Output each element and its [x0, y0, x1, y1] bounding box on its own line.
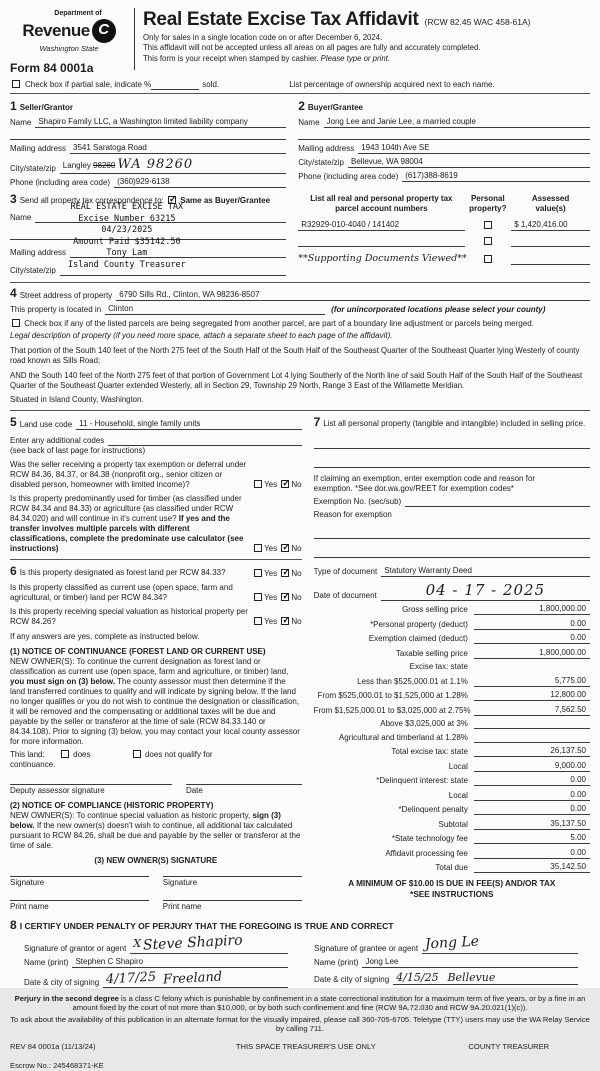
date-of-document-handwritten: 04 - 17 - 2025: [425, 581, 546, 600]
historic-no-checkbox[interactable]: [281, 617, 289, 625]
grantee-date-field[interactable]: [393, 971, 578, 986]
grantee-city-handwritten: Bellevue: [447, 970, 496, 984]
treasurer-stamp: [68, 202, 186, 271]
notice-continuance-title: (1) NOTICE OF CONTINUANCE (FOREST LAND OR CURRENT USE): [10, 647, 266, 657]
exemption-no-field[interactable]: [405, 498, 590, 507]
section-1-seller: [10, 94, 294, 188]
seller-name-field-2[interactable]: [10, 131, 286, 140]
tax-row-label: Local: [448, 761, 468, 771]
grantor-city-handwritten: Freeland: [162, 969, 223, 988]
land-use-code-label: Land use code: [19, 420, 73, 430]
section-5-number: 5: [10, 415, 17, 430]
section-3-intro: Send all property tax correspondence to:: [19, 196, 164, 206]
legal-description-paragraph: AND the South 140 feet of the North 275 feet of that portion of Government Lot 4 lying Southerly of the North line of said South Half of the South Half of the Southeast Quarter of the Southeast Quarter extended Westerly, all in Section 29, Township 29 North, Range 3 East of the Willamette Meridian.: [10, 370, 583, 390]
assessed-value-field-3[interactable]: [511, 256, 590, 265]
exemption-code-note: If claiming an exemption, enter exemption code and reason for exemption. *See dor.wa.gov/REET for exemption codes*: [313, 474, 536, 494]
grantor-signature-handwritten: Steve Shapiro: [142, 932, 244, 954]
treasurer-stamp-line: Tony Lam: [106, 248, 148, 259]
section-5-land-use: 5 Land use code 11 - Household, single family units Enter any additional codes (see back of last page for instructions) Was the seller receiving a property tax exemption or deferral under RCW 84.36, 84.37, or 84.38 (nonprofit org., senior citizen or disabled person, homeowner with limited income)? Yes ✓ No Is this property predominantly used for timber (as classified under RCW 84.34 and 84.33) or agriculture (as classified under RCW 84.34.020) and will continue in it's current use? If yes and the transfer involves multiple parcels with different classifications, complete the predominate use calculator (see instructions) Yes ✓ No: [10, 415, 302, 554]
tax-row-value[interactable]: 0.00: [474, 633, 590, 644]
grantee-name-label: Name (print): [314, 957, 359, 967]
reason-exemption-field-1[interactable]: [314, 530, 590, 539]
new-owner-signature-line-2[interactable]: Signature: [163, 876, 302, 888]
dor-logo-revenue-text: Revenue: [22, 21, 90, 41]
section-6-designations: 6 Is this property designated as forest land per RCW 84.33? Yes ✓ No Is this property classified as current use (open space, farm and agricultural, or timber) land per RCW 84.34? Yes ✓ No Is this property receiving special valuation as historical property per RCW 84.26? Yes ✓ No If any answers are yes, complete as instructed below. (1) NOTICE OF CONTINUANCE (FOREST LAND OR CURRENT USE) NEW OWNER(S): To continue the current designation as forest land or classification as current use (open space, farm and agriculture, or timber) land, you must sign on (3) below. The county assessor must then determine if the land transferred continues to qualify and will indicate by signing below. If the land no longer qualifies or you do not wish to continue the designation or classification, it will be removed and the compensating or additional taxes will be due and payable by the seller or transferor at the time of sale (RCW 84.33.140 or 84.34.108). Prior to signing (3) below, you may contact your local county assessor for more information. This land: does does not qualify for continuance. Deputy assessor signature Date (2) NOTICE OF COMPLIANCE (HISTORIC PROPERTY) NEW OWNER(S): To continue special valuation as historic property, sign (3) below. If the new owner(s) doesn't wish to continue, all additional tax calculated pursuant to RCW 84.26, shall be due and payable by the seller or transferor at the time of sale. (3) NEW OWNER(S) SIGNATURE Signature Signature Print name Print name: [10, 559, 302, 912]
form-title: Real Estate Excise Tax Affidavit: [143, 9, 419, 30]
grantor-date-handwritten: 4/17/25: [105, 969, 157, 987]
buyer-phone-label: Phone (including area code): [298, 172, 399, 182]
section-2-title: Buyer/Grantee: [307, 103, 364, 113]
grantee-date-handwritten: 4/15/25: [396, 970, 439, 984]
land-qualify-row: This land: does does not qualify for continuance.: [10, 750, 213, 770]
personal-property-checkbox-2[interactable]: [484, 237, 492, 245]
seller-mailing-field[interactable]: 3541 Saratoga Road: [70, 143, 286, 154]
type-of-document-field[interactable]: Statutory Warranty Deed: [381, 566, 590, 577]
tax-row-value[interactable]: 1,800,000.00: [474, 648, 590, 659]
tax-row: [314, 819, 590, 830]
tax-row: [314, 862, 590, 873]
tax-row-value[interactable]: [474, 720, 590, 729]
seller-city-field[interactable]: Langley 98260 WA 98260: [60, 157, 286, 174]
exemption-no-checkbox[interactable]: [281, 480, 289, 488]
section-4-number: 4: [10, 286, 17, 301]
perjury-note: Perjury in the second degree is a class C felony which is punishable by confinement in a state correctional institution for a maximum term of five years, or by a fine in an amount fixed by the court of not more than $10,000, or by both such confinement and fine (RCW 9A.72.030 and RCW 9A.20.021(1)(c)). To ask about the availability of this publication in an alternate format for the visually impaired, please call 360-705-6705. Teletype (TTY) users may use the WA Relay Service by calling 711.: [10, 993, 590, 1034]
seller-name-label: Name: [10, 118, 32, 128]
partial-sale-checkbox[interactable]: [12, 80, 20, 88]
new-owner-signature-line-1[interactable]: Signature: [10, 876, 149, 888]
tax-row: [314, 833, 590, 844]
grantee-signature-handwritten: Jong Le: [424, 933, 480, 953]
tax-row: [314, 648, 590, 659]
section-8-number: 8: [10, 918, 17, 933]
header: [10, 6, 590, 76]
corr-city-label: City/state/zip: [10, 266, 56, 276]
tax-row: [314, 604, 590, 615]
tax-row: [314, 804, 590, 815]
tax-row: [314, 848, 590, 859]
timber-no-checkbox[interactable]: [281, 544, 289, 552]
grantor-signature-label: Signature of grantor or agent: [24, 943, 127, 953]
new-owner-print-name-line-1[interactable]: Print name: [10, 900, 149, 912]
header-note-1: Only for sales in a single location code on or after December 6, 2024.: [143, 32, 383, 42]
form-number: Form 84 0001a: [10, 61, 94, 76]
seller-city-handwritten: WA 98260: [117, 157, 194, 173]
tax-row-label: Agricultural and timberland at 1.28%: [338, 732, 468, 742]
grantor-signature-block: [10, 933, 300, 988]
buyer-phone-field[interactable]: (617)388-8619: [402, 171, 590, 182]
parcel-row-1: [298, 220, 590, 231]
legal-description-paragraph: That portion of the South 140 feet of the North 275 feet of the South Half of the South Half of the Southeast Quarter of the Southeast Quarter lying Westerly of county road known as Sills Road;: [10, 346, 580, 366]
grantor-name-field[interactable]: Stephen C Shapiro: [72, 957, 288, 968]
form-title-rcw: (RCW 82.45 WAC 458-61A): [424, 17, 531, 27]
tax-row-value[interactable]: 5.00: [474, 833, 590, 844]
section-7-personal-property: [314, 415, 590, 558]
tax-row-label: Taxable selling price: [395, 648, 468, 658]
tax-row-value[interactable]: 12,800.00: [474, 690, 590, 701]
tax-row-value[interactable]: 9,000.00: [474, 761, 590, 772]
footer: [10, 1042, 590, 1051]
tax-row-value[interactable]: 35,142.50: [474, 862, 590, 873]
buyer-name-field[interactable]: Jong Lee and Janie Lee, a married couple: [324, 117, 590, 128]
tax-row: [314, 719, 590, 729]
tax-row-value[interactable]: 0.00: [474, 790, 590, 801]
tax-row-label: Excise tax: state: [409, 662, 468, 672]
assessed-value-field-2[interactable]: [511, 238, 590, 247]
seller-city-label: City/state/zip: [10, 164, 56, 174]
treasurer-stamp-line: Island County Treasurer: [68, 259, 186, 270]
located-in-label: This property is located in: [10, 305, 102, 315]
segregated-note: Check box if any of the listed parcels are being segregated from another parcel, are part of a boundary line adjustment or parcels being merged.: [24, 319, 534, 329]
footer-county-treasurer: COUNTY TREASURER: [468, 1041, 550, 1051]
tax-row-label: *Delinquent interest: state: [376, 776, 468, 786]
personal-property-checkbox-1[interactable]: [484, 221, 492, 229]
ownership-percentage-note: List percentage of ownership acquired next to each name.: [289, 80, 495, 90]
segregated-checkbox[interactable]: [12, 319, 20, 327]
tax-row-label: *State technology fee: [391, 834, 468, 844]
seller-mailing-label: Mailing address: [10, 144, 67, 154]
corr-mailing-label: Mailing address: [10, 248, 67, 258]
header-note-3: This form is your receipt when stamped by cashier. Please type or print.: [143, 54, 391, 64]
header-divider: [134, 8, 135, 70]
tax-row-value[interactable]: 0.00: [474, 848, 590, 859]
notice-continuance-body: NEW OWNER(S): To continue the current designation as forest land or classification as current use (open space, farm and agriculture, or timber) land, you must sign on (3) below. The county assessor must then determine if the land transferred continues to qualify and will indicate by signing below. If the land no longer qualifies or you do not wish to continue the designation or classification, it will be removed and the compensating or additional taxes will be due and payable by the seller or transferor at the time of sale (RCW 84.33.140 or 84.34.108). Prior to signing (3) below, you may contact your local county assessor for more information.: [10, 657, 300, 747]
exemption-deferral-question: Was the seller receiving a property tax exemption or deferral under RCW 84.36, 84.37, or 84.38 (nonprofit org., senior citizen or disabled person, homeowner with limited income)?: [10, 460, 247, 490]
parcel-row-3: [298, 253, 590, 265]
buyer-mailing-field[interactable]: 1943 104th Ave SE: [358, 143, 590, 154]
tax-row-label: Gross selling price: [402, 605, 468, 615]
minimum-fee-note: A MINIMUM OF $10.00 IS DUE IN FEE(S) AND/OR TAX *SEE INSTRUCTIONS: [348, 879, 556, 899]
parcel-number-field-1[interactable]: R32929-010-4040 / 141402: [298, 220, 464, 231]
additional-codes-note: (see back of last page for instructions): [10, 446, 146, 456]
street-address-label: Street address of property: [19, 291, 113, 301]
legal-description: [10, 346, 590, 405]
seller-phone-label: Phone (including area code): [10, 178, 111, 188]
section-8-certification: [10, 918, 590, 988]
tax-row-value[interactable]: 0.00: [474, 619, 590, 630]
deputy-assessor-date-line[interactable]: Date: [186, 784, 302, 796]
forest-land-question: 6 Is this property designated as forest land per RCW 84.33?: [10, 564, 226, 579]
new-owners-signature-title: (3) NEW OWNER(S) SIGNATURE: [94, 856, 218, 866]
parcel-list: [294, 192, 590, 276]
forest-yes-checkbox[interactable]: [254, 569, 262, 577]
legal-description-paragraph: Situated in Island County, Washington.: [10, 395, 144, 405]
current-use-question: Is this property classified as current use (open space, farm and agricultural, or timber) land per RCW 84.34?: [10, 583, 233, 603]
historic-yes-checkbox[interactable]: [254, 617, 262, 625]
footer-treasurer-space: THIS SPACE TREASURER'S USE ONLY: [235, 1041, 376, 1051]
tax-row-label: From $525,000.01 to $1,525,000 at 1.28%: [317, 691, 468, 701]
section-2-number: 2: [298, 99, 305, 114]
buyer-name-field-2[interactable]: [298, 131, 590, 140]
dor-logo-state-text: Washington State: [39, 43, 99, 53]
section-4-property: [10, 282, 590, 405]
escrow-number: Escrow No.: 245468371-KE: [10, 1061, 104, 1071]
tax-row: [314, 733, 590, 743]
grantor-date-label: Date & city of signing: [24, 977, 100, 987]
seller-name-field[interactable]: Shapiro Family LLC, a Washington limited liability company: [35, 117, 286, 128]
tax-computation-table: [314, 604, 590, 873]
treasurer-stamp-line: Amount Paid $35142.50: [73, 236, 181, 247]
section-3-correspondence: [10, 192, 294, 276]
tax-row: [314, 746, 590, 757]
treasurer-stamp-line: REAL ESTATE EXCISE TAX: [70, 202, 184, 213]
timber-yes-checkbox[interactable]: [254, 544, 262, 552]
exemption-yes-checkbox[interactable]: [254, 480, 262, 488]
forest-no-checkbox[interactable]: [281, 569, 289, 577]
if-yes-note: If any answers are yes, complete as instructed below.: [10, 632, 200, 642]
buyer-city-label: City/state/zip: [298, 158, 344, 168]
section-1-number: 1: [10, 99, 17, 114]
partial-sale-sold-label: sold.: [202, 80, 220, 90]
treasurer-stamp-line: Excise Number 63215: [78, 213, 176, 224]
historic-question: Is this property receiving special valuation as historical property per RCW 84.26?: [10, 607, 248, 627]
section-7-number: 7: [313, 415, 321, 430]
dor-logo-dept-text: Department of: [54, 10, 102, 17]
located-in-note: (for unincorporated locations please select your county): [331, 305, 546, 315]
tax-row-value[interactable]: [474, 663, 590, 672]
assessed-value-field-1[interactable]: $ 1,420,416.00: [511, 220, 590, 231]
buyer-city-field[interactable]: Bellevue, WA 98004: [348, 157, 590, 168]
tax-row-label: Less than $525,000.01 at 1.1%: [357, 676, 468, 686]
tax-row-label: *Delinquent penalty: [398, 805, 468, 815]
current-use-no-checkbox[interactable]: [281, 593, 289, 601]
seller-zip-struck: 98260: [93, 161, 116, 171]
footer-rev: REV 84 0001a (11/13/24): [10, 1041, 96, 1051]
tax-row: [314, 690, 590, 701]
treasurer-stamp-line: 04/23/2025: [101, 225, 153, 236]
legal-description-intro: Legal description of property (if you need more space, attach a separate sheet to each page of the affidavit).: [10, 331, 393, 341]
deputy-assessor-signature-line[interactable]: Deputy assessor signature: [10, 784, 172, 796]
section-7-intro: List all personal property (tangible and intangible) included in selling price.: [323, 419, 586, 429]
grantee-signature-field[interactable]: [422, 935, 578, 954]
tax-row-label: Exemption claimed (deduct): [368, 634, 468, 644]
tax-row: [314, 662, 590, 672]
tax-row-value[interactable]: 5,775.00: [474, 676, 590, 687]
tax-row-label: Total excise tax: state: [391, 747, 468, 757]
tax-row-value[interactable]: 0.00: [474, 804, 590, 815]
parcel-numbers-header: List all real and personal property tax parcel account numbers: [310, 194, 453, 214]
tax-row: [314, 676, 590, 687]
type-of-document-label: Type of document: [313, 567, 378, 577]
tax-row-value[interactable]: 1,800,000.00: [474, 604, 590, 615]
land-does-checkbox[interactable]: [61, 750, 69, 758]
partial-sale-row: [10, 80, 590, 93]
parcel-number-field-2[interactable]: [298, 238, 464, 247]
notice-compliance-title: (2) NOTICE OF COMPLIANCE (HISTORIC PROPERTY): [10, 801, 214, 811]
tax-row: [314, 705, 590, 716]
seller-phone-field[interactable]: (360)929-6138: [114, 177, 286, 188]
tax-row-label: Affidavit processing fee: [385, 848, 468, 858]
tax-row-label: *Personal property (deduct): [370, 619, 468, 629]
section-3-number: 3: [10, 192, 17, 207]
header-note-2: This affidavit will not be accepted unless all areas on all pages are fully and accurately completed.: [143, 43, 481, 53]
personal-property-header: Personal property?: [469, 194, 507, 214]
dor-logo: [10, 6, 128, 76]
parcel-row-2: [298, 237, 590, 247]
grantor-signature-field[interactable]: X Steve Shapiro: [130, 935, 288, 954]
tax-row-label: Subtotal: [438, 819, 468, 829]
section-1-title: Seller/Grantor: [19, 103, 74, 113]
certification-title: I CERTIFY UNDER PENALTY OF PERJURY THAT THE FOREGOING IS TRUE AND CORRECT: [19, 921, 394, 932]
personal-property-field-1[interactable]: [314, 440, 590, 449]
personal-property-checkbox-3[interactable]: [484, 255, 492, 263]
date-of-document-label: Date of document: [313, 590, 377, 600]
street-address-field[interactable]: 6790 Sills Rd., Clinton, WA 98236-8507: [116, 290, 590, 301]
current-use-yes-checkbox[interactable]: [254, 593, 262, 601]
tax-row: [314, 761, 590, 772]
tax-row-label: Above $3,025,000 at 3%: [380, 719, 468, 729]
grantee-signature-label: Signature of grantee or agent: [314, 943, 419, 953]
grantee-name-field[interactable]: Jong Lee: [362, 957, 578, 968]
personal-property-field-2[interactable]: [314, 459, 590, 468]
tax-row-value[interactable]: 0.00: [474, 775, 590, 786]
buyer-name-label: Name: [298, 118, 320, 128]
dor-swoosh-icon: C: [92, 19, 116, 43]
tax-row-value[interactable]: 35,137.50: [474, 819, 590, 830]
grantee-signature-block: [300, 933, 590, 988]
tax-row-value[interactable]: [474, 734, 590, 743]
section-2-buyer: [294, 94, 590, 188]
grantee-date-label: Date & city of signing: [314, 975, 390, 985]
exemption-no-label: Exemption No. (sec/sub): [313, 497, 402, 507]
corr-name-label: Name: [10, 213, 32, 223]
additional-codes-field[interactable]: [108, 437, 301, 446]
timber-agriculture-question: Is this property predominantly used for timber (as classified under RCW 84.34 and 84.33) or agriculture (as classified under RCW 84.34.020) and will continue in it's current use? If yes and the transfer involves multiple parcels with different classifications, complete the predominate use calculator (see instructions): [10, 494, 244, 554]
same-as-buyer-label: Same as Buyer/Grantee: [180, 196, 271, 206]
tax-row-label: Local: [448, 790, 468, 800]
tax-row-value[interactable]: 26,137.50: [474, 746, 590, 757]
grantor-name-label: Name (print): [24, 957, 69, 967]
additional-codes-label: Enter any additional codes: [10, 436, 105, 446]
reason-exemption-field-2[interactable]: [314, 549, 590, 558]
reason-exemption-label: Reason for exemption: [313, 510, 392, 520]
date-of-document-field[interactable]: [381, 581, 590, 601]
supporting-documents-stamp: **Supporting Documents Viewed**: [298, 253, 467, 265]
partial-sale-label: Check box if partial sale, indicate %: [25, 80, 152, 90]
located-in-field[interactable]: Clinton: [105, 304, 325, 315]
land-does-not-checkbox[interactable]: [133, 750, 141, 758]
partial-sale-percent-field[interactable]: [151, 80, 199, 90]
tax-row-value[interactable]: 7,562.50: [474, 705, 590, 716]
tax-row: [314, 775, 590, 786]
buyer-mailing-label: Mailing address: [298, 144, 355, 154]
land-use-code-field[interactable]: 11 - Household, single family units: [76, 419, 301, 430]
tax-row-label: From $1,525,000.01 to $3,025,000 at 2.75%: [313, 705, 471, 715]
new-owner-print-name-line-2[interactable]: Print name: [163, 900, 302, 912]
tax-row-label: Total due: [435, 863, 468, 873]
tax-row: [314, 619, 590, 630]
grantor-date-field[interactable]: [103, 971, 288, 988]
assessed-value-header: Assessed value(s): [531, 194, 570, 214]
notice-compliance-body: NEW OWNER(S): To continue special valuation as historic property, sign (3) below. If the new owner(s) doesn't wish to continue, all additional tax calculated pursuant to RCW 84.26, shall be due and payable by the seller or transferor at the time of sale.: [10, 811, 301, 851]
tax-row: [314, 790, 590, 801]
tax-row: [314, 633, 590, 644]
